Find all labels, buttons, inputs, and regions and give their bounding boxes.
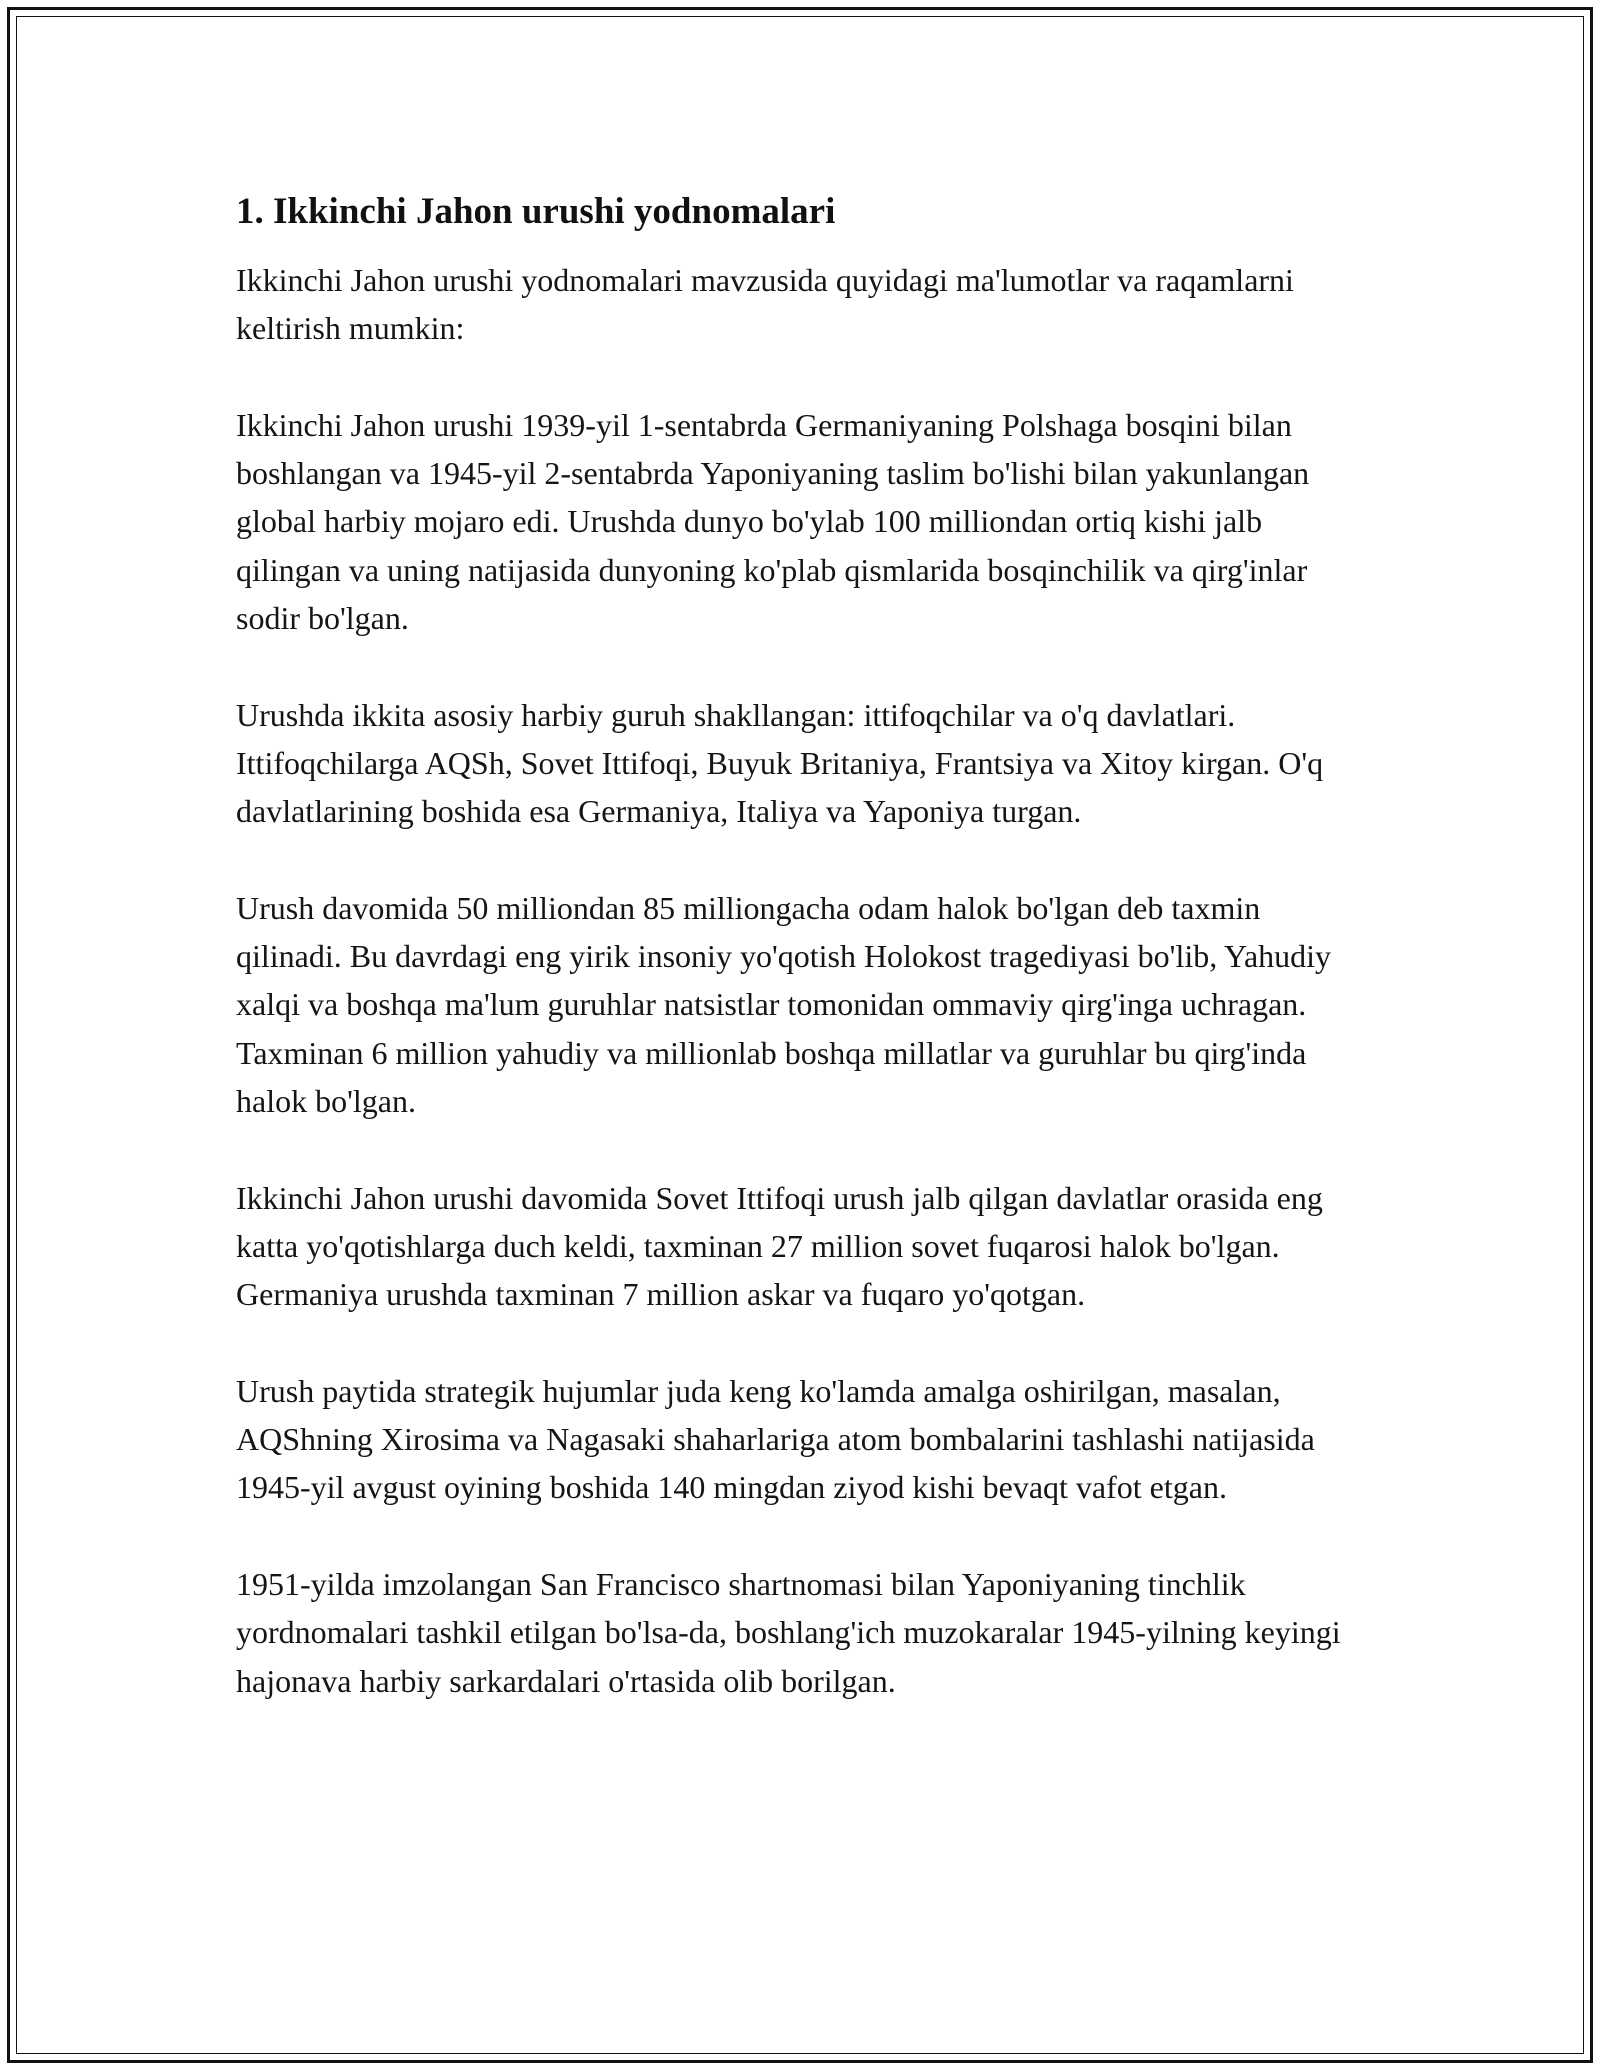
- paragraph-war-overview: Ikkinchi Jahon urushi 1939-yil 1-sentabrda Germaniyaning Polshaga bosqini bilan boshlangan va 1945-yil 2-sentabrda Yaponiyaning taslim bo'lishi bilan yakunlangan global harbiy mojaro edi. Urushda dunyo bo'ylab 100 milliondan ortiq kishi jalb qilingan va uning natijasida dunyoning ko'plab qismlarida bosqinchilik va qirg'inlar sodir bo'lgan.: [236, 406, 1310, 637]
- paragraph-intro: Ikkinchi Jahon urushi yodnomalari mavzusida quyidagi ma'lumotlar va raqamlarni keltirish mumkin:: [236, 262, 1294, 347]
- document-body: [236, 186, 1366, 1753]
- paragraph-soviet-losses: Ikkinchi Jahon urushi davomida Sovet Ittifoqi urush jalb qilgan davlatlar orasida eng katta yo'qotishlarga duch keldi, taxminan 27 million sovet fuqarosi halok bo'lgan. Germaniya urushda taxminan 7 million askar va fuqaro yo'qotgan.: [236, 1179, 1323, 1313]
- paragraph-peace-treaty: 1951-yilda imzolangan San Francisco shartnomasi bilan Yaponiyaning tinchlik yordnomalari tashkil etilgan bo'lsa-da, boshlang'ich muzokaralar 1945-yilning keyingi hajonava harbiy sarkardalari o'rtasida olib borilgan.: [236, 1566, 1341, 1699]
- paragraph-atomic-bombings: Urush paytida strategik hujumlar juda keng ko'lamda amalga oshirilgan, masalan, AQShning Xirosima va Nagasaki shaharlariga atom bombalarini tashlashi natijasida 1945-yil avgust oyining boshida 140 mingdan ziyod kishi bevaqt vafot etgan.: [236, 1372, 1315, 1506]
- paragraph-casualties: Urush davomida 50 milliondan 85 milliongacha odam halok bo'lgan deb taxmin qilinadi. Bu davrdagi eng yirik insoniy yo'qotish Holokost tragediyasi bo'lib, Yahudiy xalqi va boshqa ma'lum guruhlar natsistlar tomonidan ommaviy qirg'inga uchragan. Taxminan 6 million yahudiy va millionlab boshqa millatlar va guruhlar bu qirg'inda halok bo'lgan.: [236, 889, 1332, 1120]
- document-title: 1. Ikkinchi Jahon urushi yodnomalari: [236, 191, 836, 232]
- paragraph-alliances: Urushda ikkita asosiy harbiy guruh shakllangan: ittifoqchilar va o'q davlatlari. Ittifoqchilarga AQSh, Sovet Ittifoqi, Buyuk Britaniya, Frantsiya va Xitoy kirgan. O'q davlatlarining boshida esa Germaniya, Italiya va Yaponiya turgan.: [236, 696, 1324, 830]
